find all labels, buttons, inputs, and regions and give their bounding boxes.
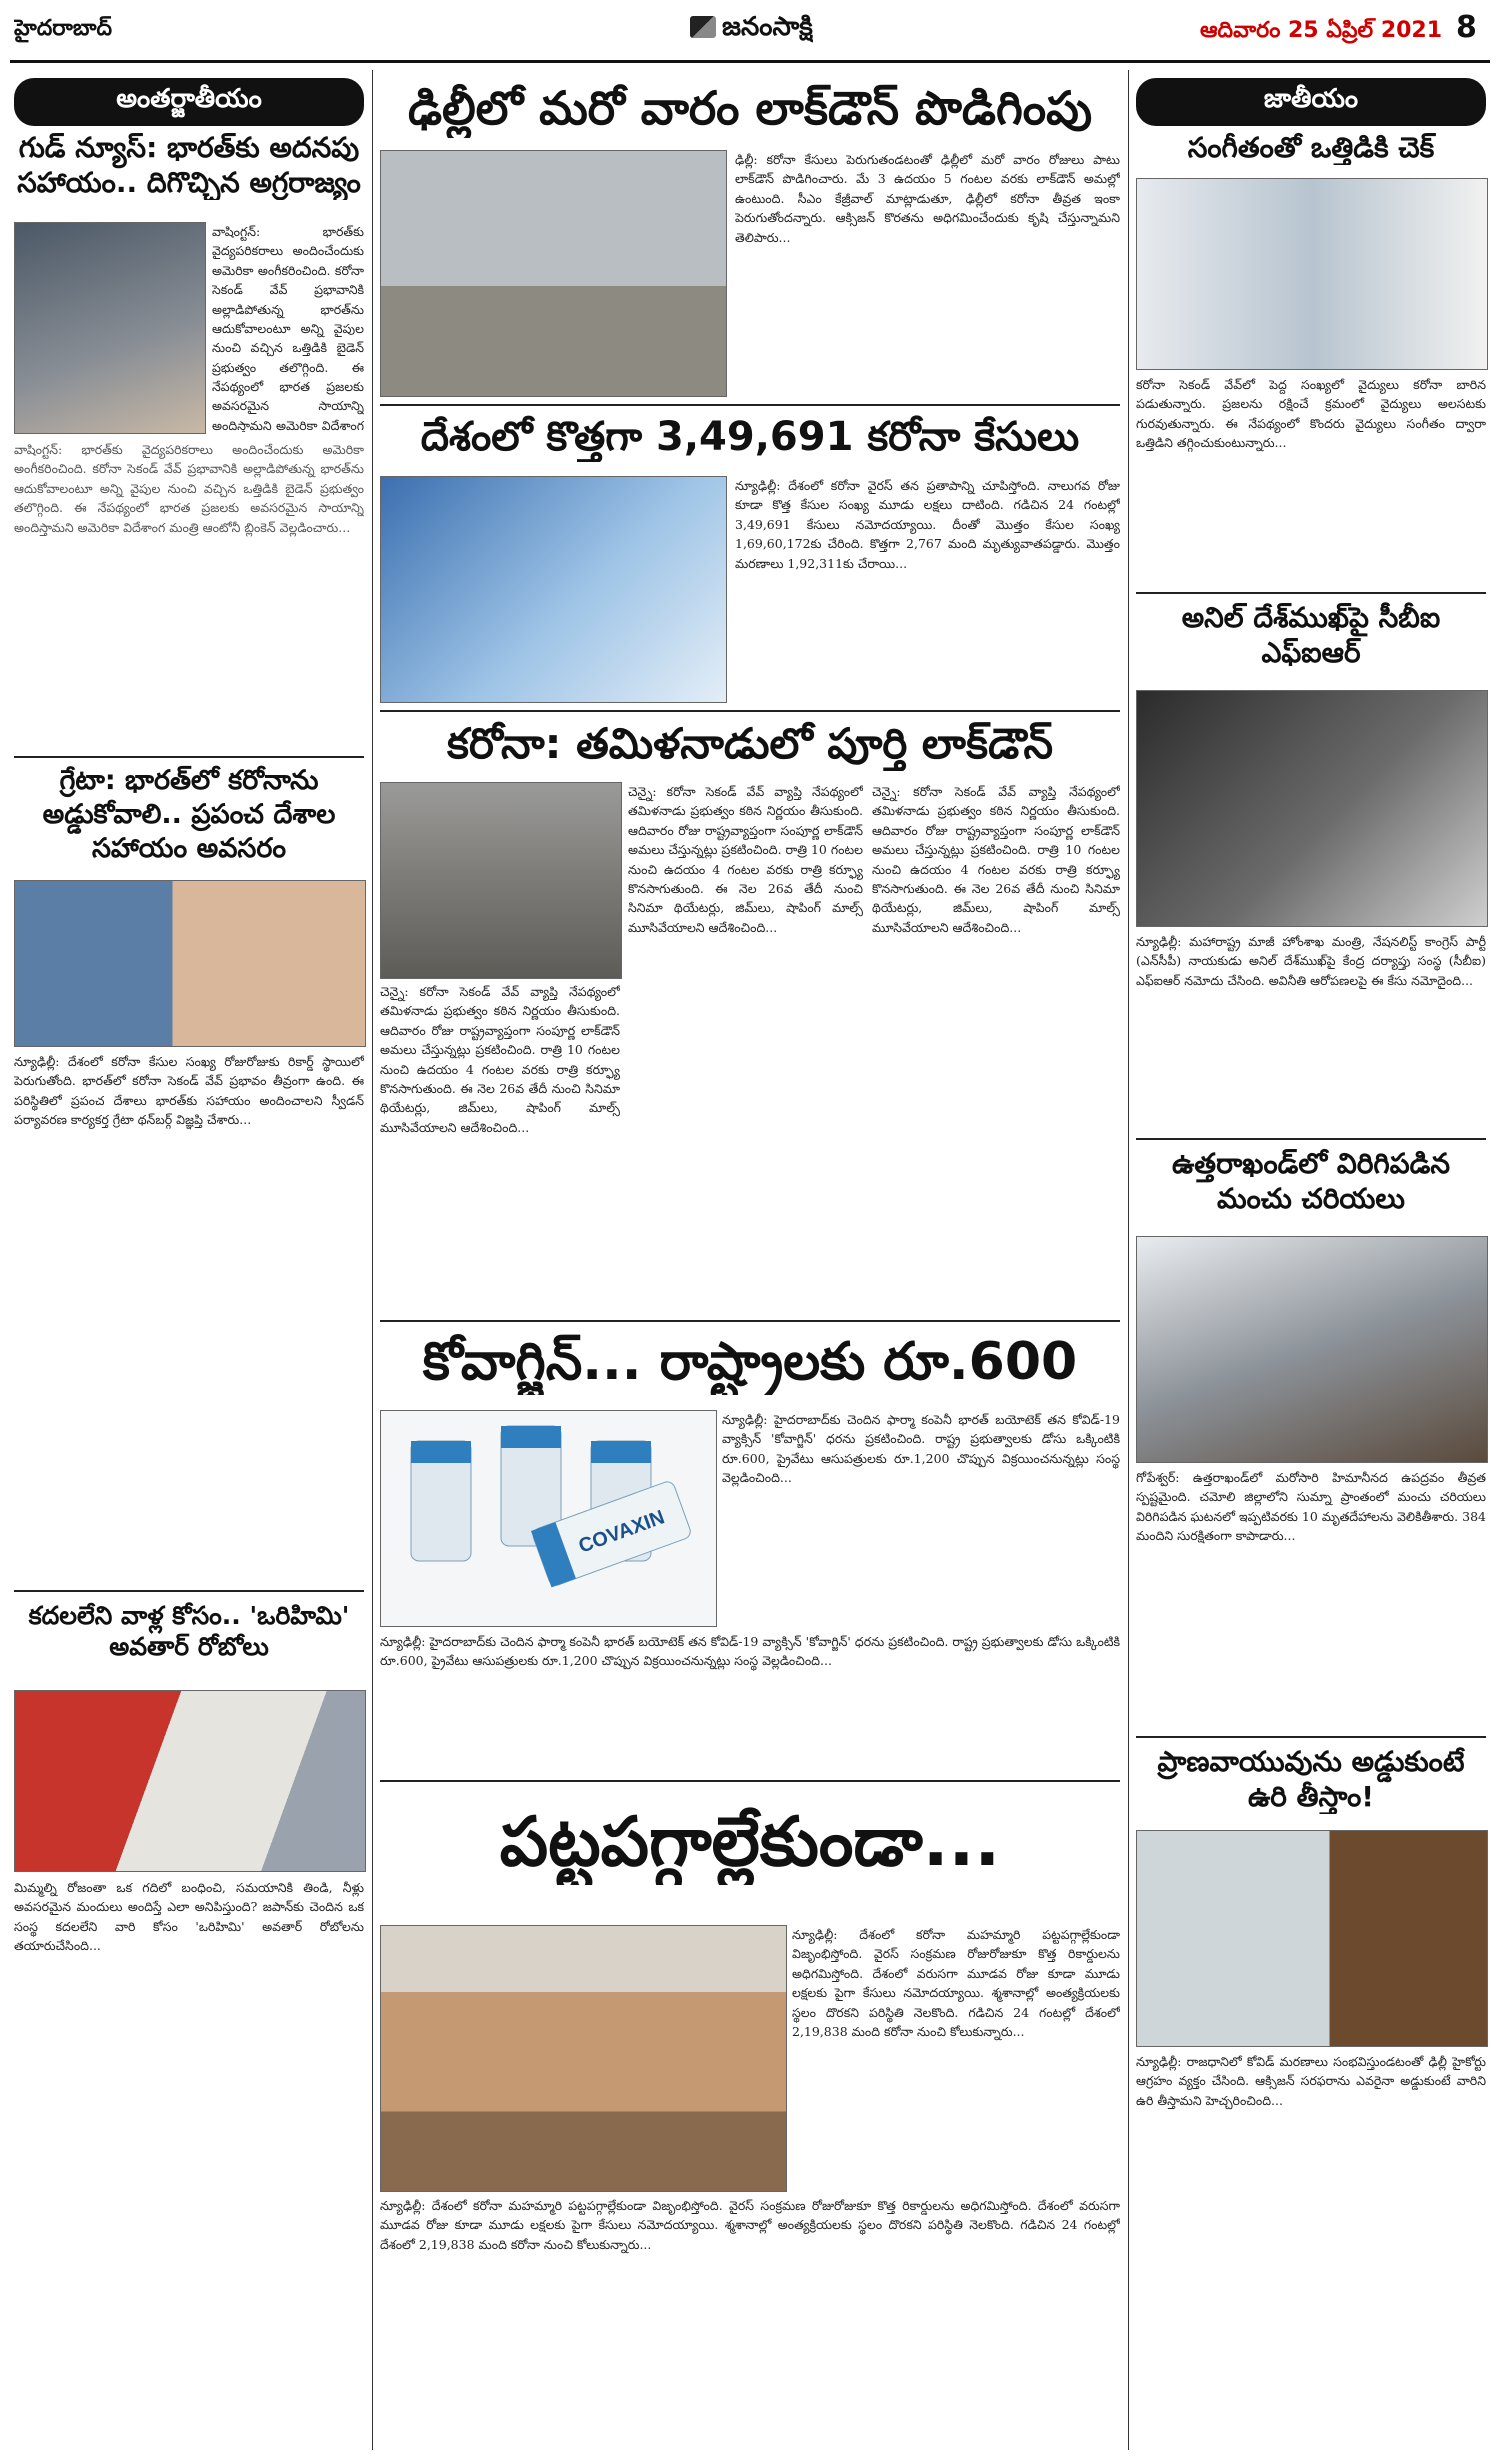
headline-oxygen: ప్రాణవాయువును అడ్డుకుంటే ఉరి తీస్తాం! bbox=[1157, 1745, 1465, 1813]
photo-covaxin-vials bbox=[380, 1410, 717, 1627]
photo-india-gate bbox=[380, 150, 727, 397]
photo-padlock bbox=[380, 782, 622, 979]
section-tab-national: జాతీయం bbox=[1136, 78, 1486, 126]
column-rule-right bbox=[1128, 70, 1129, 2450]
rule-center-1 bbox=[380, 404, 1120, 406]
rule-center-2 bbox=[380, 710, 1120, 712]
story-robots-body: మిమ్మల్ని రోజంతా ఒక గదిలో బంధించి, సమయానికి తిండి, నీళ్లు అవసరమైన మందులు అందిస్తే ఎలా అనిపిస్తుంది? జపాన్‌కు చెందిన ఒక సంస్థ కదలలేని వారి కోసం 'ఒరిహిమి' అవతార్‌ రోబోలను తయారుచేసింది... bbox=[14, 1880, 364, 1954]
section-tab-international: అంతర్జాతీయం bbox=[14, 78, 364, 126]
rule-left-1 bbox=[14, 756, 364, 758]
headline-robots: కదలలేని వాళ్ల కోసం.. 'ఒరిహిమి' అవతార్‌ రోబోలు bbox=[28, 1601, 350, 1662]
headline-tamilnadu: కరోనా: తమిళనాడులో పూర్తి లాక్‌డౌన్‌ bbox=[447, 719, 1053, 768]
photo-test-tube bbox=[380, 476, 727, 703]
story-aid-body-top: వాషింగ్టన్‌: భారత్‌కు వైద్యపరికరాలు అందించేందుకు అమెరికా అంగీకరించింది. కరోనా సెకండ్‌ వేవ్‌ ప్రభావానికి అల్లాడిపోతున్న భారత్‌ను ఆదుకోవాలంటూ అన్ని వైపుల నుంచి వచ్చిన ఒత్తిడికి బైడెన్‌ ప్రభుత్వం తలొగ్గింది. ఈ నేపథ్యంలో భారత ప్రజలకు అవసరమైన సాయాన్ని అందిస్తామని అమెరికా విదేశాంగ bbox=[212, 224, 364, 432]
photo-blinken bbox=[14, 222, 206, 434]
headline-deshmukh: అనిల్‌ దేశ్‌ముఖ్‌పై సీబీఐ ఎఫ్‌ఐఆర్‌ bbox=[1181, 601, 1441, 669]
headline-new-cases: దేశంలో కొత్తగా 3,49,691 కరోనా కేసులు bbox=[420, 414, 1080, 460]
story-tamilnadu-body-1: చెన్నై: కరోనా సెకండ్‌ వేవ్‌ వ్యాప్తి నేపథ్యంలో తమిళనాడు ప్రభుత్వం కఠిన నిర్ణయం తీసుకుంది. ఆదివారం రోజు రాష్ట్రవ్యాప్తంగా సంపూర్ణ లాక్‌డౌన్‌ అమలు చేస్తున్నట్లు ప్రకటించింది. రాత్రి 10 గంటల నుంచి ఉదయం 4 గంటల వరకు రాత్రి కర్ఫ్యూ కొనసాగుతుంది. ఈ నెల 26వ తేదీ నుంచి సినిమా థియేటర్లు, జిమ్‌లు, షాపింగ్‌ మాల్స్‌ మూసివేయాలని ఆదేశించింది... bbox=[380, 984, 620, 1135]
photo-cremation bbox=[380, 1925, 787, 2192]
photo-oxygen-gavel bbox=[1136, 1830, 1488, 2047]
story-aid-body: వాషింగ్టన్‌: భారత్‌కు వైద్యపరికరాలు అందించేందుకు అమెరికా అంగీకరించింది. కరోనా సెకండ్‌ వేవ్‌ ప్రభావానికి అల్లాడిపోతున్న భారత్‌ను ఆదుకోవాలంటూ అన్ని వైపుల నుంచి వచ్చిన ఒత్తిడికి బైడెన్‌ ప్రభుత్వం తలొగ్గింది. ఈ నేపథ్యంలో భారత ప్రజలకు అవసరమైన సాయాన్ని అందిస్తామని అమెరికా విదేశాంగ మంత్రి ఆంటోనీ బ్లింకెన్‌ వెల్లడించారు... bbox=[14, 442, 364, 535]
story-cremation-body-top: న్యూఢిల్లీ: దేశంలో కరోనా మహమ్మారి పట్టపగ్గాల్లేకుండా విజృంభిస్తోంది. వైరస్‌ సంక్రమణ రోజురోజుకూ కొత్త రికార్డులను అధిగమిస్తోంది. దేశంలో వరుసగా మూడవ రోజు కూడా మూడు లక్షలకు పైగా కేసులు నమోదయ్యాయి. శ్మశానాల్లో అంత్యక్రియలకు స్థలం దొరకని పరిస్థితి నెలకొంది. గడిచిన 24 గంటల్లో దేశంలో 2,19,838 మంది కరోనా నుంచి కోలుకున్నారు... bbox=[792, 1927, 1120, 2039]
masthead-rule bbox=[10, 60, 1490, 63]
column-rule-left bbox=[372, 70, 373, 2450]
story-cremation-body: న్యూఢిల్లీ: దేశంలో కరోనా మహమ్మారి పట్టపగ్గాల్లేకుండా విజృంభిస్తోంది. వైరస్‌ సంక్రమణ రోజురోజుకూ కొత్త రికార్డులను అధిగమిస్తోంది. దేశంలో వరుసగా మూడవ రోజు కూడా మూడు లక్షలకు పైగా కేసులు నమోదయ్యాయి. శ్మశానాల్లో అంత్యక్రియలకు స్థలం దొరకని పరిస్థితి నెలకొంది. గడిచిన 24 గంటల్లో దేశంలో 2,19,838 మంది కరోనా నుంచి కోలుకున్నారు... bbox=[380, 2198, 1120, 2252]
headline-cremation: పట్టపగ్గాల్లేకుండా... bbox=[499, 1803, 1001, 1882]
paper-name-text: జనంసాక్షి bbox=[722, 12, 813, 42]
rule-right-3 bbox=[1136, 1736, 1486, 1738]
paper-logo-icon bbox=[690, 16, 716, 38]
photo-deshmukh bbox=[1136, 690, 1488, 927]
story-covaxin-body: న్యూఢిల్లీ: హైదరాబాద్‌కు చెందిన ఫార్మా కంపెనీ భారత్‌ బయోటెక్‌ తన కోవిడ్‌-19 వ్యాక్సిన్‌ 'కోవాగ్జిన్‌' ధరను ప్రకటించింది. రాష్ట్ర ప్రభుత్వాలకు డోసు ఒక్కింటికి రూ.600, ప్రైవేటు ఆసుపత్రులకు రూ.1,200 చొప్పున విక్రయించనున్నట్లు సంస్థ వెల్లడించింది... bbox=[380, 1634, 1120, 1669]
photo-robot bbox=[14, 1690, 366, 1872]
page-number: 8 bbox=[1456, 10, 1477, 45]
city-label: హైదరాబాద్ bbox=[14, 16, 112, 41]
story-greta-body: న్యూఢిల్లీ: దేశంలో కరోనా కేసుల సంఖ్య రోజురోజుకు రికార్డ్‌ స్థాయిలో పెరుగుతోంది. భారత్‌లో కరోనా సెకండ్‌ వేవ్‌ ప్రభావం తీవ్రంగా ఉంది. ఈ పరిస్థితిలో ప్రపంచ దేశాలు భారత్‌కు సహాయం అందించాలని స్వీడన్‌ పర్యావరణ కార్యకర్త గ్రేటా థన్‌బర్గ్‌ విజ్ఞప్తి చేశారు... bbox=[14, 1054, 364, 1128]
rule-center-4 bbox=[380, 1780, 1120, 1782]
headline-greta: గ్రేటా: భారత్‌లో కరోనాను అడ్డుకోవాలి.. ప్రపంచ దేశాల సహాయం అవసరం bbox=[42, 765, 336, 864]
story-uttarakhand-body: గోపేశ్వర్‌: ఉత్తరాఖండ్‌లో మరోసారి హిమానీనద ఉపద్రవం తీవ్రత స్పష్టమైంది. చమోలి జిల్లాలోని సుమ్నా ప్రాంతంలో మంచు చరియలు విరిగిపడిన ఘటనలో ఇప్పటివరకు 10 మృతదేహాలను వెలికితీశారు. 384 మందిని సురక్షితంగా కాపాడారు... bbox=[1136, 1470, 1486, 1544]
story-tamilnadu-body-2: చెన్నై: కరోనా సెకండ్‌ వేవ్‌ వ్యాప్తి నేపథ్యంలో తమిళనాడు ప్రభుత్వం కఠిన నిర్ణయం తీసుకుంది. ఆదివారం రోజు రాష్ట్రవ్యాప్తంగా సంపూర్ణ లాక్‌డౌన్‌ అమలు చేస్తున్నట్లు ప్రకటించింది. రాత్రి 10 గంటల నుంచి ఉదయం 4 గంటల వరకు రాత్రి కర్ఫ్యూ కొనసాగుతుంది. ఈ నెల 26వ తేదీ నుంచి సినిమా థియేటర్లు, జిమ్‌లు, షాపింగ్‌ మాల్స్‌ మూసివేయాలని ఆదేశించింది... bbox=[628, 784, 863, 935]
rule-left-2 bbox=[14, 1590, 364, 1592]
story-covaxin-body-top: న్యూఢిల్లీ: హైదరాబాద్‌కు చెందిన ఫార్మా కంపెనీ భారత్‌ బయోటెక్‌ తన కోవిడ్‌-19 వ్యాక్సిన్‌ 'కోవాగ్జిన్‌' ధరను ప్రకటించింది. రాష్ట్ర ప్రభుత్వాలకు డోసు ఒక్కింటికి రూ.600, ప్రైవేటు ఆసుపత్రులకు రూ.1,200 చొప్పున విక్రయించనున్నట్లు సంస్థ వెల్లడించింది... bbox=[722, 1412, 1120, 1486]
issue-date: ఆదివారం 25 ఏప్రిల్ 2021 bbox=[1200, 18, 1443, 43]
story-tamilnadu-body-3: చెన్నై: కరోనా సెకండ్‌ వేవ్‌ వ్యాప్తి నేపథ్యంలో తమిళనాడు ప్రభుత్వం కఠిన నిర్ణయం తీసుకుంది. ఆదివారం రోజు రాష్ట్రవ్యాప్తంగా సంపూర్ణ లాక్‌డౌన్‌ అమలు చేస్తున్నట్లు ప్రకటించింది. రాత్రి 10 గంటల నుంచి ఉదయం 4 గంటల వరకు రాత్రి కర్ఫ్యూ కొనసాగుతుంది. ఈ నెల 26వ తేదీ నుంచి సినిమా థియేటర్లు, జిమ్‌లు, షాపింగ్‌ మాల్స్‌ మూసివేయాలని ఆదేశించింది... bbox=[872, 784, 1120, 935]
photo-hospital bbox=[1136, 178, 1488, 370]
vial-label: COVAXIN bbox=[575, 1506, 668, 1558]
headline-music: సంగీతంతో ఒత్తిడికి చెక్‌ bbox=[1187, 131, 1435, 164]
headline-aid: గుడ్ న్యూస్: భారత్‌కు అదనపు సహాయం.. దిగొచ్చిన అగ్రరాజ్యం bbox=[17, 131, 361, 199]
covaxin-vials-graphic bbox=[381, 1411, 716, 1626]
rule-center-3 bbox=[380, 1320, 1120, 1322]
story-cases-body: న్యూఢిల్లీ: దేశంలో కరోనా వైరస్‌ తన ప్రతాపాన్ని చూపిస్తోంది. నాలుగవ రోజు కూడా కొత్త కేసుల సంఖ్య మూడు లక్షలు దాటింది. గడిచిన 24 గంటల్లో 3,49,691 కేసులు నమోదయ్యాయి. దీంతో మొత్తం కేసుల సంఖ్య 1,69,60,172కు చేరింది. కొత్తగా 2,767 మంది మృత్యువాతపడ్డారు. మొత్తం మరణాలు 1,92,311కు చేరాయి... bbox=[735, 478, 1120, 571]
story-delhi-body: ఢిల్లీ: కరోనా కేసులు పెరుగుతండటంతో ఢిల్లీలో మరో వారం రోజులు పాటు లాక్‌డౌన్‌ పొడిగించారు. మే 3 ఉదయం 5 గంటల వరకు లాక్‌డౌన్‌ అమల్లో ఉంటుంది. సీఎం కేజ్రీవాల్‌ మాట్లాడుతూ, ఢిల్లీలో కరోనా తీవ్రత ఇంకా పెరుగుతోందన్నారు. ఆక్సిజన్‌ కొరతను అధిగమించేందుకు కృషి చేస్తున్నామని తెలిపారు... bbox=[735, 152, 1120, 245]
story-oxygen-body: న్యూఢిల్లీ: రాజధానిలో కోవిడ్‌ మరణాలు సంభవిస్తుండటంతో ఢిల్లీ హైకోర్టు ఆగ్రహం వ్యక్తం చేసింది. ఆక్సిజన్‌ సరఫరాను ఎవరైనా అడ్డుకుంటే వారిని ఉరి తీస్తామని హెచ్చరించింది... bbox=[1136, 2054, 1486, 2108]
rule-right-2 bbox=[1136, 1138, 1486, 1140]
headline-uttarakhand: ఉత్తరాఖండ్‌లో విరిగిపడిన మంచు చరియలు bbox=[1171, 1147, 1451, 1215]
headline-delhi-lockdown: ఢిల్లీలో మరో వారం లాక్‌డౌన్‌ పొడిగింపు bbox=[407, 81, 1093, 135]
headline-covaxin: కోవాగ్జిన్‌... రాష్ట్రాలకు రూ.600 bbox=[422, 1332, 1078, 1392]
story-deshmukh-body: న్యూఢిల్లీ: మహారాష్ట్ర మాజీ హోంశాఖ మంత్రి, నేషనలిస్ట్‌ కాంగ్రెస్‌ పార్టీ (ఎన్‌సీపీ) నాయకుడు అనిల్‌ దేశ్‌ముఖ్‌పై కేంద్ర దర్యాప్తు సంస్థ (సీబీఐ) ఎఫ్‌ఐఆర్‌ నమోదు చేసింది. అవినీతి ఆరోపణలపై ఈ కేసు నమోదైంది... bbox=[1136, 934, 1486, 988]
rule-right-1 bbox=[1136, 592, 1486, 594]
photo-greta bbox=[14, 880, 366, 1047]
story-music-body: కరోనా సెకండ్‌ వేవ్‌లో పెద్ద సంఖ్యలో వైద్యులు కరోనా బారిన పడుతున్నారు. ప్రజలను రక్షించే క్రమంలో వైద్యులు అలసటకు గురవుతున్నారు. ఈ నేపథ్యంలో కొందరు వైద్యులు సంగీతం ద్వారా ఒత్తిడిని తగ్గించుకుంటున్నారు... bbox=[1136, 377, 1486, 451]
photo-avalanche bbox=[1136, 1236, 1488, 1463]
paper-name bbox=[690, 12, 813, 48]
